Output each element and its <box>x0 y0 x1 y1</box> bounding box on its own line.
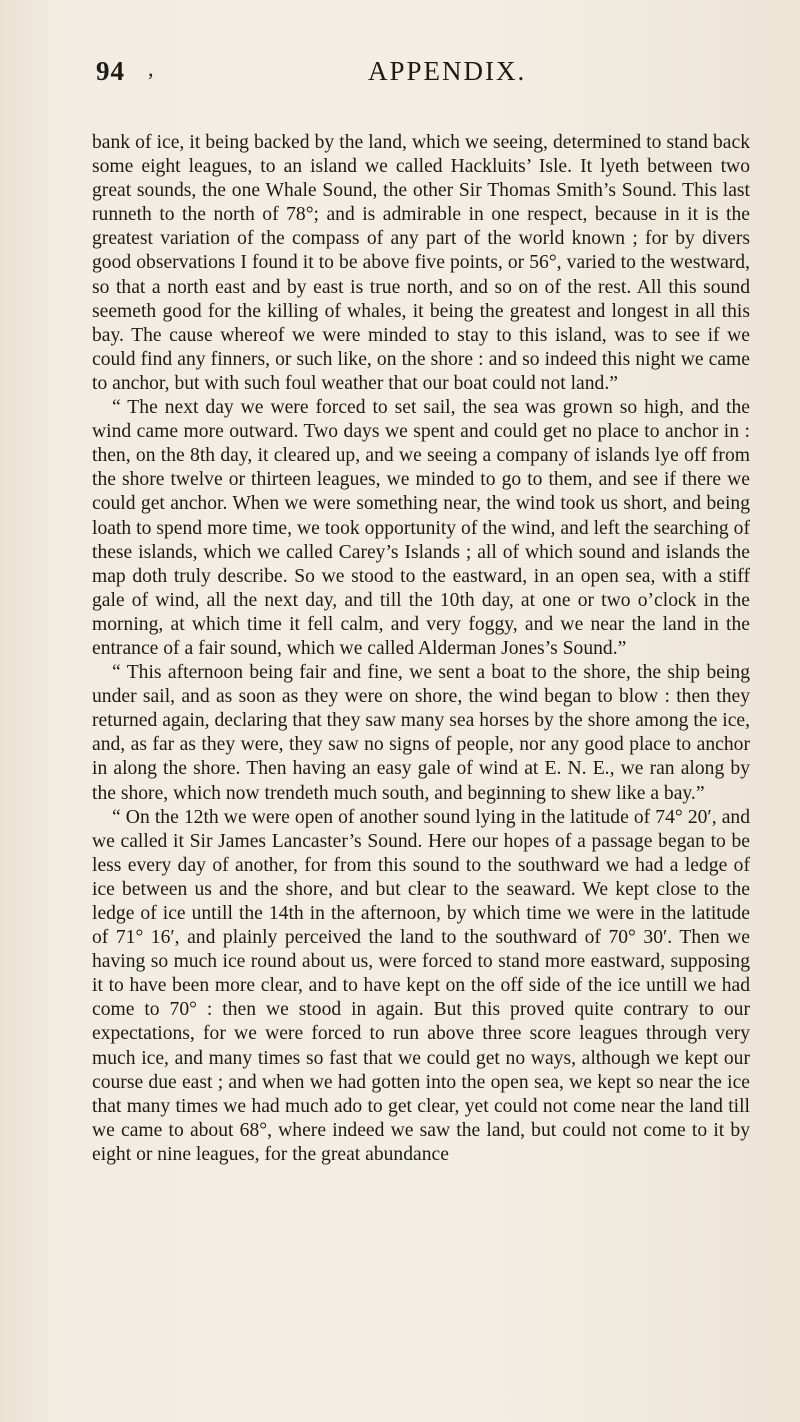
paragraph: “ The next day we were forced to set sail, the sea was grown so high, and the wind came more outward. Two days we spent and could get no place to anchor in : then, on the 8th day, it cleared up, and we seeing a company of islands lye off from the shore twelve or thirteen leagues, we minded to go to them, and see if there we could get anchor. When we were something near, the wind took us short, and being loath to spend more time, we took opportunity of the wind, and left the searching of these islands, which we called Carey’s Islands ; all of which sound and islands the map doth truly describe. So we stood to the eastward, in an open sea, with a stiff gale of wind, all the next day, and till the 10th day, at one or two o’clock in the morning, at which time it fell calm, and very foggy, and we near the land in the entrance of a fair sound, which we called Alderman Jones’s Sound.” <box>92 397 750 659</box>
page-header <box>96 56 744 96</box>
body-text <box>92 131 750 1167</box>
paragraph-continuation: bank of ice, it being backed by the land, which we seeing, determined to stand back some eight leagues, to an island we called Hackluits’ Isle. It lyeth between two great sounds, the one Whale Sound, the other Sir Thomas Smith’s Sound. This last runneth to the north of 78°; and is admirable in one respect, because in it is the greatest variation of the compass of any part of the world known ; for by divers good observations I found it to be above five points, or 56°, varied to the westward, so that a north east and by east is true north, and so on of the rest. All this sound seemeth good for the killing of whales, it being the greatest and longest in all this bay. The cause whereof we were minded to stay to this island, was to see if we could find any finners, or such like, on the shore : and so indeed this night we came to anchor, but with such foul weather that our boat could not land.” <box>92 132 750 394</box>
page-number: 94 <box>96 56 125 86</box>
paragraph: “ On the 12th we were open of another sound lying in the latitude of 74° 20′, and we called it Sir James Lancaster’s Sound. Here our hopes of a passage began to be less every day of another, for from this sound to the southward we had a ledge of ice between us and the shore, and but clear to the seaward. We kept close to the ledge of ice untill the 14th in the afternoon, by which time we were in the latitude of 71° 16′, and plainly perceived the land to the southward of 70° 30′. Then we having so much ice round about us, were forced to stand more eastward, supposing it to have been more clear, and to have kept on the off side of the ice untill we had come to 70° : then we stood in again. But this proved quite contrary to our expectations, for we were forced to run above three score leagues through very much ice, and many times so fast that we could get no ways, although we kept our course due east ; and when we had gotten into the open sea, we kept so near the ice that many times we had much ado to get clear, yet could not come near the land till we came to about 68°, where indeed we saw the land, but could not come to it by eight or nine leagues, for the great abundance <box>92 806 750 1165</box>
header-separator: , <box>148 56 154 81</box>
paragraph: “ This afternoon being fair and fine, we sent a boat to the shore, the ship being under sail, and as soon as they were on shore, the wind began to blow : then they returned again, declaring that they saw many sea horses by the shore among the ice, and, as far as they were, they saw no signs of people, nor any good place to anchor in along the shore. Then having an easy gale of wind at E. N. E., we ran along by the shore, which now trendeth much south, and beginning to shew like a bay.” <box>92 662 750 804</box>
running-head: APPENDIX. <box>368 56 527 86</box>
